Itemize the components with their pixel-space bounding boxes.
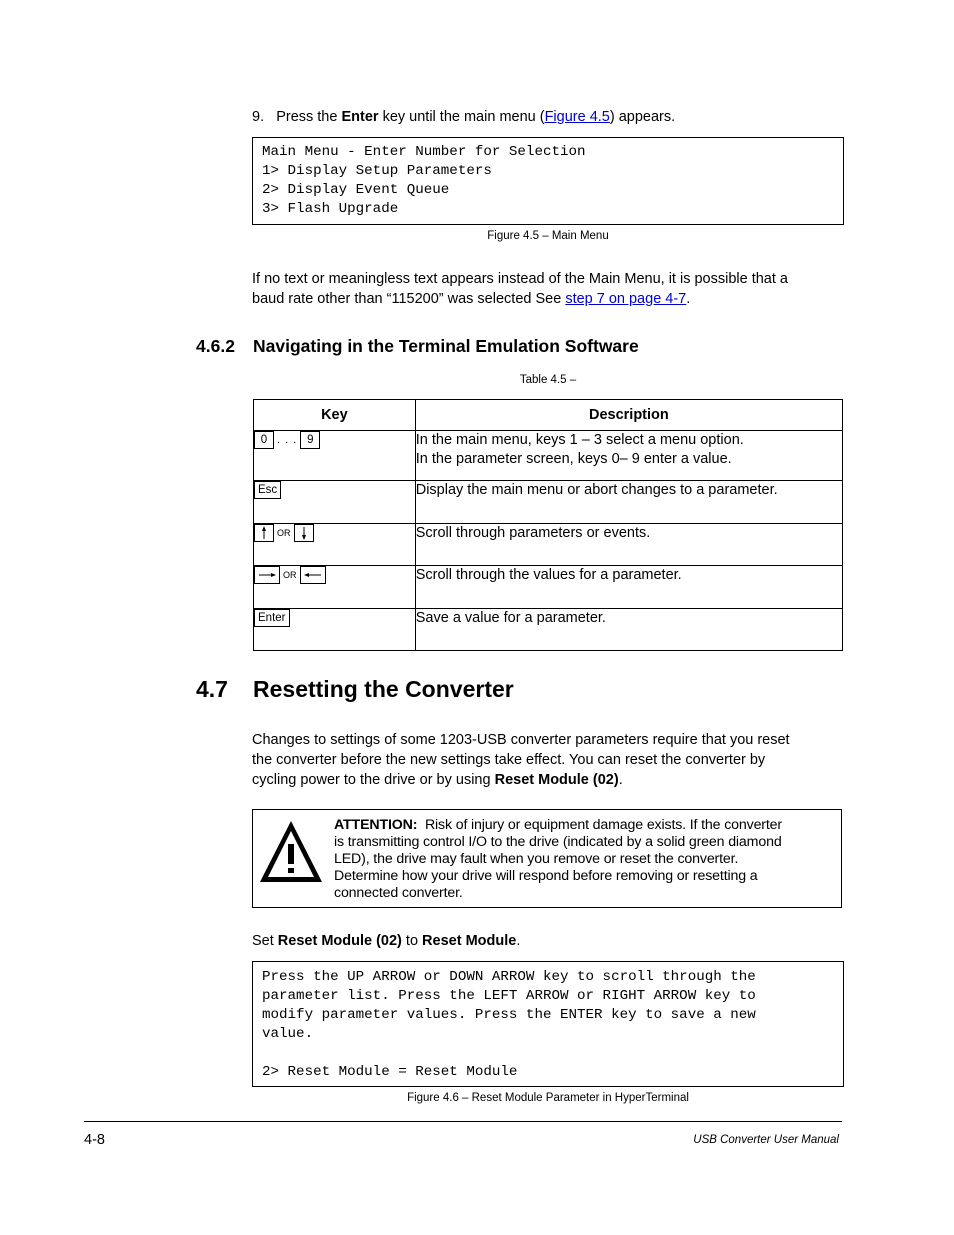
step-text-mid: key until the main menu (	[378, 109, 545, 125]
step-text-pre: Press the	[276, 109, 342, 125]
terminal-line: 2> Reset Module = Reset Module	[262, 1064, 518, 1080]
attention-label: ATTENTION:	[334, 817, 418, 833]
section-number: 4.6.2	[196, 336, 235, 356]
main-menu-line: 1> Display Setup Parameters	[262, 163, 492, 179]
figure-4-6-caption: Figure 4.6 – Reset Module Parameter in HyperTerminal	[407, 1092, 689, 1104]
reset-module-terminal-box	[252, 961, 844, 1087]
section-title: Navigating in the Terminal Emulation Software	[253, 336, 639, 356]
warning-triangle-icon	[257, 818, 325, 886]
main-menu-line: 3> Flash Upgrade	[262, 201, 399, 217]
terminal-line: parameter list. Press the LEFT ARROW or RIGHT ARROW key to	[262, 988, 756, 1004]
page-number: 4-8	[84, 1132, 105, 1148]
figure-4-5-link[interactable]: Figure 4.5	[544, 109, 610, 125]
note-line-1: If no text or meaningless text appears instead of the Main Menu, it is possible that a	[252, 271, 788, 287]
key-enter: Enter	[254, 609, 290, 627]
enter-key-label: Enter	[341, 109, 379, 125]
step-number: 9.	[252, 109, 265, 125]
key-cell	[254, 566, 416, 609]
up-arrow-key	[254, 524, 274, 542]
note-line-2: baud rate other than “115200” was selected See step 7 on page 4-7.	[252, 291, 691, 307]
up-arrow-icon	[255, 525, 273, 541]
down-arrow-key	[294, 524, 314, 542]
terminal-line	[262, 1044, 843, 1063]
main-menu-line: Main Menu - Enter Number for Selection	[262, 144, 586, 160]
description-cell: Scroll through parameters or events.	[415, 524, 842, 566]
key-description-table	[253, 399, 843, 651]
key-column-header: Key	[254, 400, 416, 431]
terminal-line: Press the UP ARROW or DOWN ARROW key to scroll through the	[262, 969, 756, 985]
step-9	[252, 107, 675, 127]
table-row	[254, 566, 843, 609]
key-cell	[254, 609, 416, 651]
description-column-header: Description	[415, 400, 842, 431]
or-label: OR	[277, 528, 291, 538]
description-cell: Display the main menu or abort changes to a parameter.	[415, 481, 842, 524]
description-cell: Scroll through the values for a parameter.	[415, 566, 842, 609]
key-9: 9	[300, 431, 320, 449]
left-arrow-key	[300, 566, 326, 584]
table-row	[254, 609, 843, 651]
figure-4-5-caption: Figure 4.5 – Main Menu	[487, 230, 609, 242]
section-4-7-heading	[196, 676, 514, 703]
section-number: 4.7	[196, 676, 228, 702]
main-menu-line: 2> Display Event Queue	[262, 182, 450, 198]
right-arrow-key	[254, 566, 280, 584]
step-7-link[interactable]: step 7 on page 4-7	[565, 291, 687, 307]
terminal-line: modify parameter values. Press the ENTER key to save a new	[262, 1007, 756, 1023]
table-4-5-caption: Table 4.5 –	[519, 374, 577, 386]
description-cell: Save a value for a parameter.	[415, 609, 842, 651]
attention-text: ATTENTION: Risk of injury or equipment damage exists. If the converter is transmitting control I/O to the drive (indicated by a solid green diamond LED), the drive may fault when you remove or reset the converter. Determine how your drive will respond before removing or resetting a connected converter.	[334, 817, 782, 901]
footer-rule	[84, 1121, 842, 1122]
table-row	[254, 481, 843, 524]
set-reset-module-line: Set Reset Module (02) to Reset Module.	[252, 933, 521, 949]
table-header-row	[254, 400, 843, 431]
key-cell	[254, 431, 416, 481]
terminal-line: value.	[262, 1026, 314, 1042]
key-0: 0	[254, 431, 274, 449]
reset-paragraph: Changes to settings of some 1203-USB converter parameters require that you reset the converter before the new settings take effect. You can reset the converter by cycling power to the drive or by using Reset Module (02).	[252, 732, 790, 788]
key-cell	[254, 524, 416, 566]
main-menu-terminal-box	[252, 137, 844, 225]
table-row	[254, 524, 843, 566]
attention-box	[252, 809, 842, 908]
baud-rate-note	[252, 269, 852, 309]
right-arrow-icon	[255, 567, 279, 583]
left-arrow-icon	[301, 567, 325, 583]
step-text-post: ) appears.	[609, 109, 676, 125]
key-esc: Esc	[254, 481, 281, 499]
section-4-6-2-heading	[196, 336, 639, 357]
ellipsis: . . .	[277, 434, 298, 446]
manual-title: USB Converter User Manual	[693, 1134, 839, 1146]
down-arrow-icon	[295, 525, 313, 541]
or-label: OR	[283, 570, 297, 580]
table-row	[254, 431, 843, 481]
description-cell: In the main menu, keys 1 – 3 select a menu option. In the parameter screen, keys 0– 9 enter a value.	[415, 431, 842, 481]
section-title: Resetting the Converter	[253, 676, 514, 702]
key-cell	[254, 481, 416, 524]
